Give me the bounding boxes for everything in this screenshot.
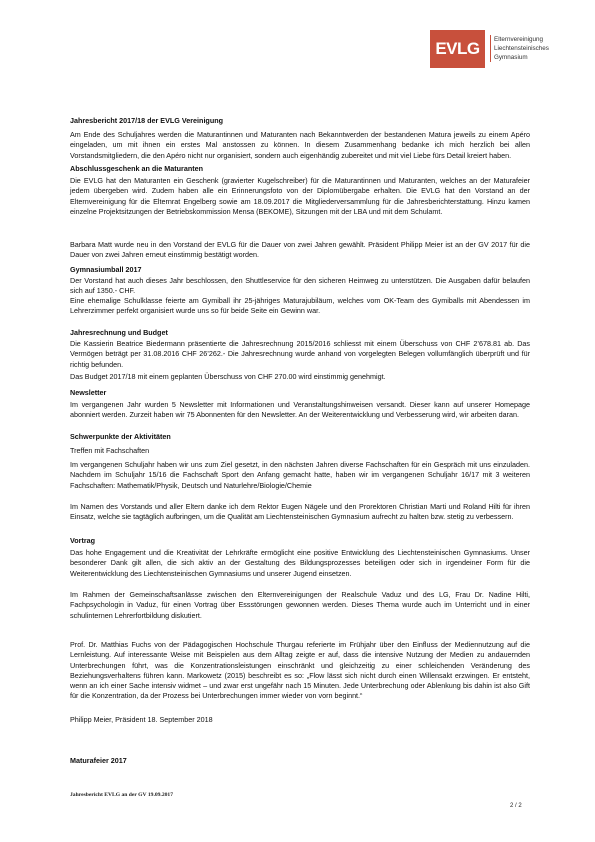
logo-wordmark [490, 35, 549, 62]
logo-line: Elternvereinigung [494, 36, 544, 43]
heading-activities: Schwerpunkte der Aktivitäten [70, 432, 171, 441]
heading-lecture: Vortrag [70, 536, 96, 545]
heading-graduation-gift: Abschlussgeschenk an die Maturanten [70, 164, 204, 173]
paragraph-board-election: Barbara Matt wurde neu in den Vorstand der EVLG für die Dauer von zwei Jahren gewählt. Präsident Philipp Meier ist an der GV 2017 für die Dauer von zwei Jahren erneut einstimmig bestätigt worden. [70, 240, 530, 260]
evlg-logo [430, 30, 560, 70]
paragraph-thanks: Im Namen des Vorstands und aller Eltern danke ich dem Rektor Eugen Nägele und den Prorektoren Christian Marti und Roland Hilti für ihren Einsatz, welche sie tagtäglich aufbringen, um die Qualität am Liechtensteinischen Gymnasium aufrecht zu halten bzw. stetig zu verbessern. [70, 502, 530, 522]
paragraph-engagement: Das hohe Engagement und die Kreativität der Lehrkräfte ermöglicht eine positive Entwicklung des Liechtensteinischen Gymnasiums. Unser besonderer Dank gilt allen, die sich aktiv an der Gestaltung des Bildungsprozesses beteiligen oder sich in irgendeiner Form für die Weiterentwicklung des Liechtensteinischen Gymnasiums und unserer Jugend einsetzen. [70, 548, 530, 578]
paragraph-lecture-fuchs: Prof. Dr. Matthias Fuchs von der Pädagogischen Hochschule Thurgau referierte im Frühjahr über den Einfluss der Mediennutzung auf die Lernleistung. Auf interessante Weise mit Beispielen aus dem Alltag zeigte er auf, dass die intensive Nutzung der Medien zu andauernden Unterbrechungen führt, was die Konzentrationsleistungen einschränkt und gleichzeitig zu einer schleichenden Veränderung des Beziehungsverhaltens führen kann. Markowetz (2015) beschreibt es so: „Flow lässt sich nicht durch einen Willensakt erzwingen. Er entsteht, wenn an ich einer Sache intensiv widmet – und zwar erst ungefähr nach 15 Minuten. Jede Unterbrechung oder Ablenkung bis dahin ist also Gift für die Konzentration, da der Prozess bei Unterbrechungen immer wieder von vorn beginnt.“ [70, 640, 530, 701]
heading-accounts: Jahresrechnung und Budget [70, 328, 168, 337]
paragraph-departments: Im vergangenen Schuljahr haben wir uns zum Ziel gesetzt, in den nächsten Jahren diverse Fachschaften für ein Gespräch mit uns einzuladen. Nachdem im Schuljahr 15/16 die Fachschaft Sport den Anfang gemacht hatte, haben wir im vergangenen Schuljahr 16/17 mit 3 weiteren Fachschaften: Mathematik/Physik, Deutsch und Naturlehre/Biologie/Chemie [70, 460, 530, 490]
logo-mark: EVLG [430, 30, 485, 68]
report-title: Jahresbericht 2017/18 der EVLG Vereinigung [70, 116, 223, 125]
subheading-departments: Treffen mit Fachschaften [70, 446, 150, 455]
paragraph-gift: Die EVLG hat den Maturanten ein Geschenk (gravierter Kugelschreiber) für die Maturantinnen und Maturanten, welches an der Maturafeier jedem übergeben wird. Zudem haben alle ein Erinnerungsfoto von der Diplomübergabe erhalten. Die EVLG hat den Vorstand an der Elternvereinigung für die Elternrat Engelberg sowie am 18.09.2017 die Mitgliederversammlung für die Jahresberichterstattung. Hinzu kamen einzelne Projektsitzungen der Betriebskommission Mensa (BEKOME), Sitzungen mit der LBA und mit dem Schulamt. [70, 176, 530, 216]
paragraph-newsletter: Im vergangenen Jahr wurden 5 Newsletter mit Informationen und Veranstaltungshinweisen versandt. Dieser kann auf unserer Homepage abonniert werden. Zurzeit haben wir 75 Abonnenten für den Newsletter. An der Weiterentwicklung und Verbesserung wird, wir arbeiten daran. [70, 400, 530, 420]
footer-text: Jahresbericht EVLG an der GV 19.09.2017 [70, 792, 174, 798]
paragraph-lecture-hilti: Im Rahmen der Gemeinschaftsanlässe zwischen den Elternvereinigungen der Realschule Vaduz und des LG, Frau Dr. Nadine Hilti, Fachpsychologin in Vaduz, für einen Vortrag über Essstörungen gewonnen werden. Dieses Thema wurde auch im Unterricht und in einer schulinternen Lehrerfortbildung diskutiert. [70, 590, 530, 620]
paragraph-shuttle: Der Vorstand hat auch dieses Jahr beschlossen, den Shuttleservice für den sicheren Heimweg zu unterstützen. Die Ausgaben dafür belaufen sich auf 1350.- CHF. [70, 276, 530, 296]
heading-newsletter: Newsletter [70, 388, 107, 397]
page-number: 2 / 2 [510, 803, 522, 809]
paragraph-jubilee: Eine ehemalige Schulklasse feierte am Gymiball ihr 25-jähriges Maturajubiläum, welches vom OK-Team des Gymiballs mit Abendessen im Lehrerzimmer perfekt organisiert wurde uns so für beide Seite ein Gewinn war. [70, 296, 530, 316]
logo-line: Gymnasium [494, 54, 528, 61]
heading-matura-celebration: Maturafeier 2017 [70, 756, 127, 765]
heading-ball: Gymnasiumball 2017 [70, 265, 142, 274]
signature: Philipp Meier, Präsident 18. September 2018 [70, 715, 213, 724]
paragraph-budget: Das Budget 2017/18 mit einem geplanten Überschuss von CHF 270.00 wird einstimmig genehmigt. [70, 372, 386, 381]
paragraph-apero: Am Ende des Schuljahres werden die Maturantinnen und Maturanten nach Bekanntwerden der bestandenen Matura jeweils zu einem Apéro eingeladen, um mit ihnen ein erstes Mal anstossen zu können. In diesem Zusammenhang bedanke ich mich herzlich bei allen Vorstandsmitgliedern, die den Apéro nicht nur organisiert, sondern auch eigenhändig zubereitet und mit viel Liebe fürs Detail kreiert haben. [70, 130, 530, 160]
logo-line: Liechtensteinisches [494, 45, 549, 52]
paragraph-accounts: Die Kassierin Beatrice Biedermann präsentierte die Jahresrechnung 2015/2016 schliesst mit einem Überschuss von CHF 2’678.81 ab. Das Vermögen beträgt per 31.08.2016 CHF 26’262.- Die Jahresrechnung wurde anhand von vorgelegten Belegen vollumfänglich überprüft und für richtig befunden. [70, 339, 530, 369]
